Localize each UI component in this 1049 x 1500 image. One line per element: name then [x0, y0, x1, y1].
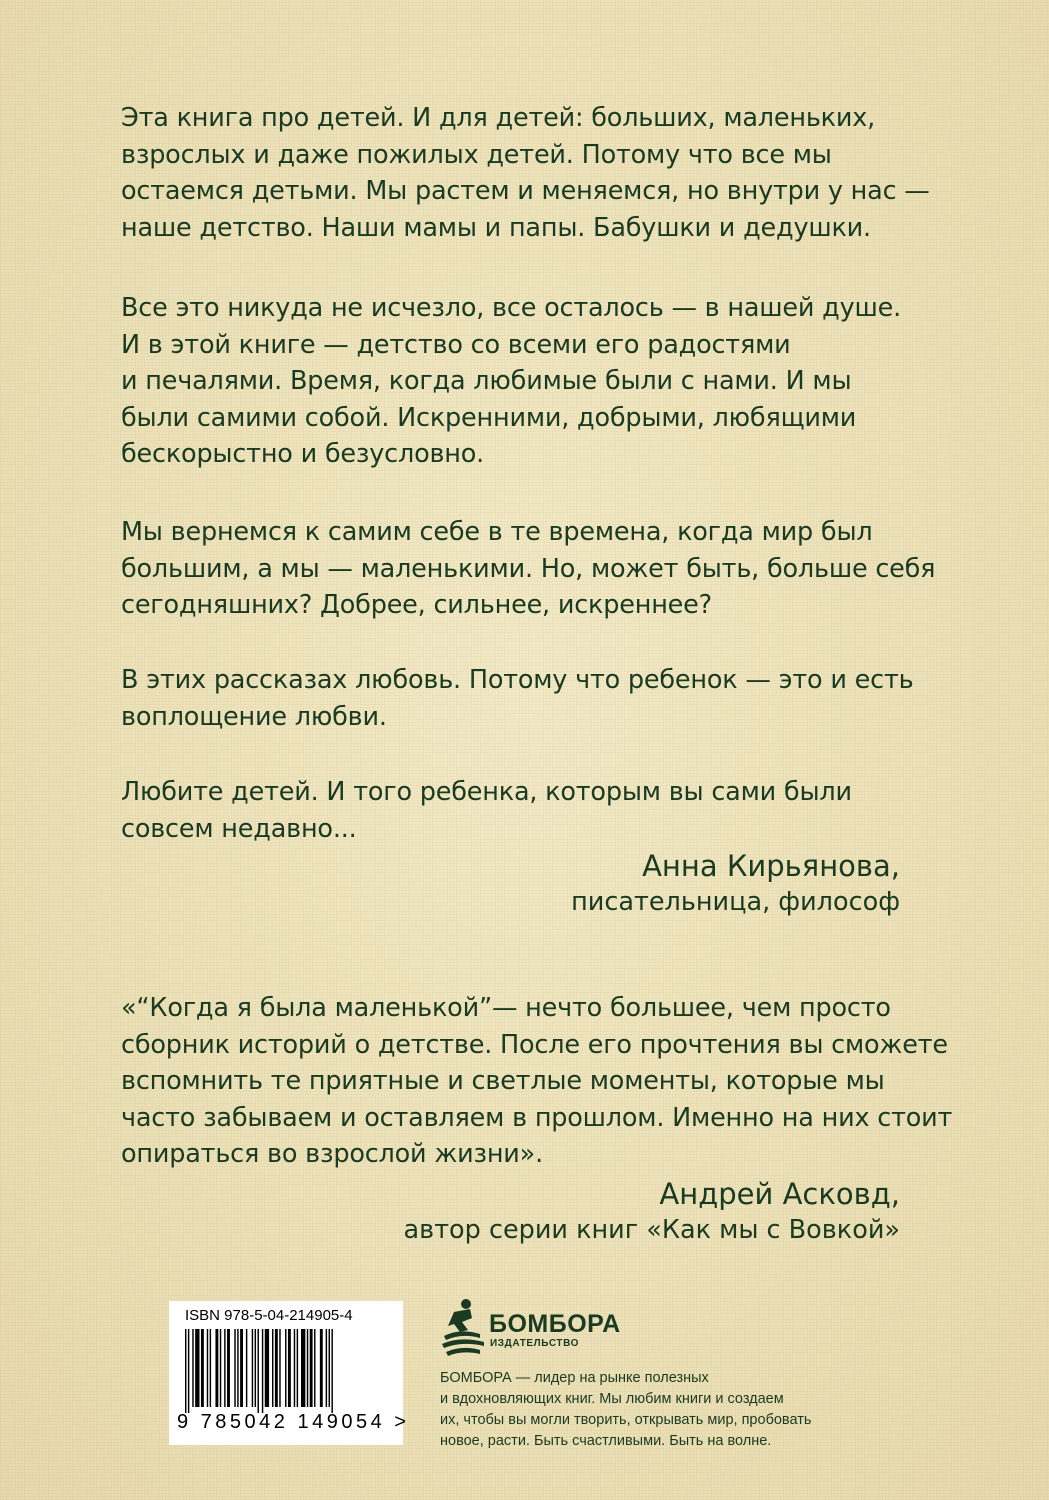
text-line: вспомнить те приятные и светлые моменты, которые мы	[121, 1066, 885, 1096]
intro-paragraph-1	[121, 100, 941, 246]
barcode-bar	[224, 1329, 225, 1407]
text-line: новое, расти. Быть счастливыми. Быть на волне.	[440, 1433, 772, 1449]
barcode-bar	[246, 1329, 247, 1407]
barcode-bar	[297, 1329, 298, 1407]
isbn-label: ISBN 978-5-04-214905-4	[185, 1307, 353, 1324]
barcode-bar	[240, 1329, 243, 1407]
signature-role: писательница, философ	[571, 887, 900, 917]
text-line: большим, а мы — маленькими. Но, может быть, больше себя	[121, 553, 936, 584]
barcode-bar	[294, 1329, 295, 1407]
review-quote	[121, 990, 953, 1173]
signature-name: Андрей Асковд,	[659, 1177, 900, 1211]
barcode-bar	[220, 1329, 221, 1407]
text-line: БОМБОРА — лидер на рынке полезных	[440, 1370, 709, 1386]
publisher-name: БОМБОРА	[489, 1310, 621, 1338]
barcode-bar	[288, 1329, 291, 1407]
barcode-bar	[320, 1329, 323, 1407]
barcode-bar	[192, 1329, 193, 1407]
text-line: В этих рассказах любовь. Потому что ребенок — это и есть	[121, 665, 914, 695]
reviewer-signature	[404, 1176, 900, 1248]
text-line: остаемся детьми. Мы растем и меняемся, но внутри у нас —	[121, 176, 930, 206]
signature-role: автор серии книг «Как мы с Вовкой»	[403, 1215, 900, 1245]
barcode-bar	[215, 1329, 218, 1407]
barcode-bar	[329, 1329, 330, 1407]
intro-paragraph-4	[121, 662, 941, 735]
barcode-bar	[195, 1329, 199, 1407]
text-line: наше детство. Наши мамы и папы. Бабушки и дедушки.	[121, 212, 871, 243]
text-line: взрослых и даже пожилых детей. Потому что все мы	[121, 139, 832, 170]
barcode-bar	[265, 1329, 269, 1407]
barcode-bar	[255, 1329, 256, 1407]
text-line: и печалями. Время, когда любимые были с нами. И мы	[121, 366, 852, 396]
barcode-bar	[301, 1329, 305, 1407]
text-line: воплощение любви.	[121, 701, 387, 732]
barcode-bar	[326, 1329, 327, 1407]
text-line: Любите детей. И того ребенка, которым вы сами были	[121, 777, 852, 807]
text-line: их, чтобы вы могли творить, открывать мир, пробовать	[440, 1412, 812, 1428]
text-line: И в этой книге — детство со всеми его радостями	[121, 329, 791, 360]
barcode-bar	[272, 1329, 273, 1407]
barcode-bar	[310, 1329, 313, 1407]
text-line: сборник историй о детстве. После его прочтения вы сможете	[121, 1029, 948, 1060]
text-line: Мы вернемся к самим себе в те времена, когда мир был	[121, 517, 873, 547]
barcode-bar	[185, 1329, 186, 1413]
publisher-subtitle: ИЗДАТЕЛЬСТВО	[490, 1338, 580, 1349]
text-line: Эта книга про детей. И для детей: больших, маленьких,	[121, 103, 876, 133]
barcode-bar	[188, 1329, 189, 1413]
barcode-bar	[262, 1329, 263, 1413]
surfer-wave-logo-icon	[440, 1298, 486, 1358]
intro-paragraph-3	[121, 514, 941, 624]
barcode-bar	[307, 1329, 308, 1407]
text-line: сегодняшних? Добрее, сильнее, искреннее?	[121, 590, 712, 620]
barcode-bar	[234, 1329, 235, 1407]
publisher-logo	[440, 1298, 621, 1358]
barcode-bar	[227, 1329, 230, 1407]
text-line: совсем недавно...	[121, 813, 357, 844]
barcode-bar	[279, 1329, 280, 1407]
signature-name: Анна Кирьянова,	[642, 849, 900, 883]
publisher-description	[440, 1368, 820, 1452]
text-line: Все это никуда не исчезло, все осталось — в нашей душе.	[121, 293, 902, 323]
barcode-bar	[258, 1329, 259, 1413]
text-line: бескорыстно и безусловно.	[121, 439, 485, 469]
barcode-bar	[314, 1329, 315, 1407]
barcode-bar	[207, 1329, 208, 1407]
text-line: «“Когда я была маленькой”— нечто большее, чем просто	[121, 993, 891, 1023]
text-line: часто забываем и оставляем в прошлом. Именно на них стоит	[121, 1102, 953, 1133]
barcode-bar	[275, 1329, 278, 1407]
barcode-bar	[331, 1329, 332, 1413]
barcode-bar	[210, 1329, 211, 1407]
text-line: и вдохновляющих книг. Мы любим книги и создаем	[440, 1391, 784, 1407]
text-line: опираться во взрослой жизни».	[121, 1139, 543, 1169]
barcode-bars	[183, 1329, 389, 1413]
intro-paragraph-2	[121, 290, 941, 473]
barcode-bar	[237, 1329, 238, 1407]
isbn-barcode	[169, 1301, 410, 1445]
barcode-bar	[201, 1329, 204, 1407]
text-line: были самими собой. Искренними, добрыми, любящими	[121, 402, 857, 433]
barcode-digits: 9 785042 149054 >	[177, 1411, 410, 1433]
barcode-bar	[285, 1329, 286, 1407]
author-signature	[571, 848, 900, 920]
intro-paragraph-5	[121, 774, 941, 847]
barcode-bar	[252, 1329, 253, 1407]
